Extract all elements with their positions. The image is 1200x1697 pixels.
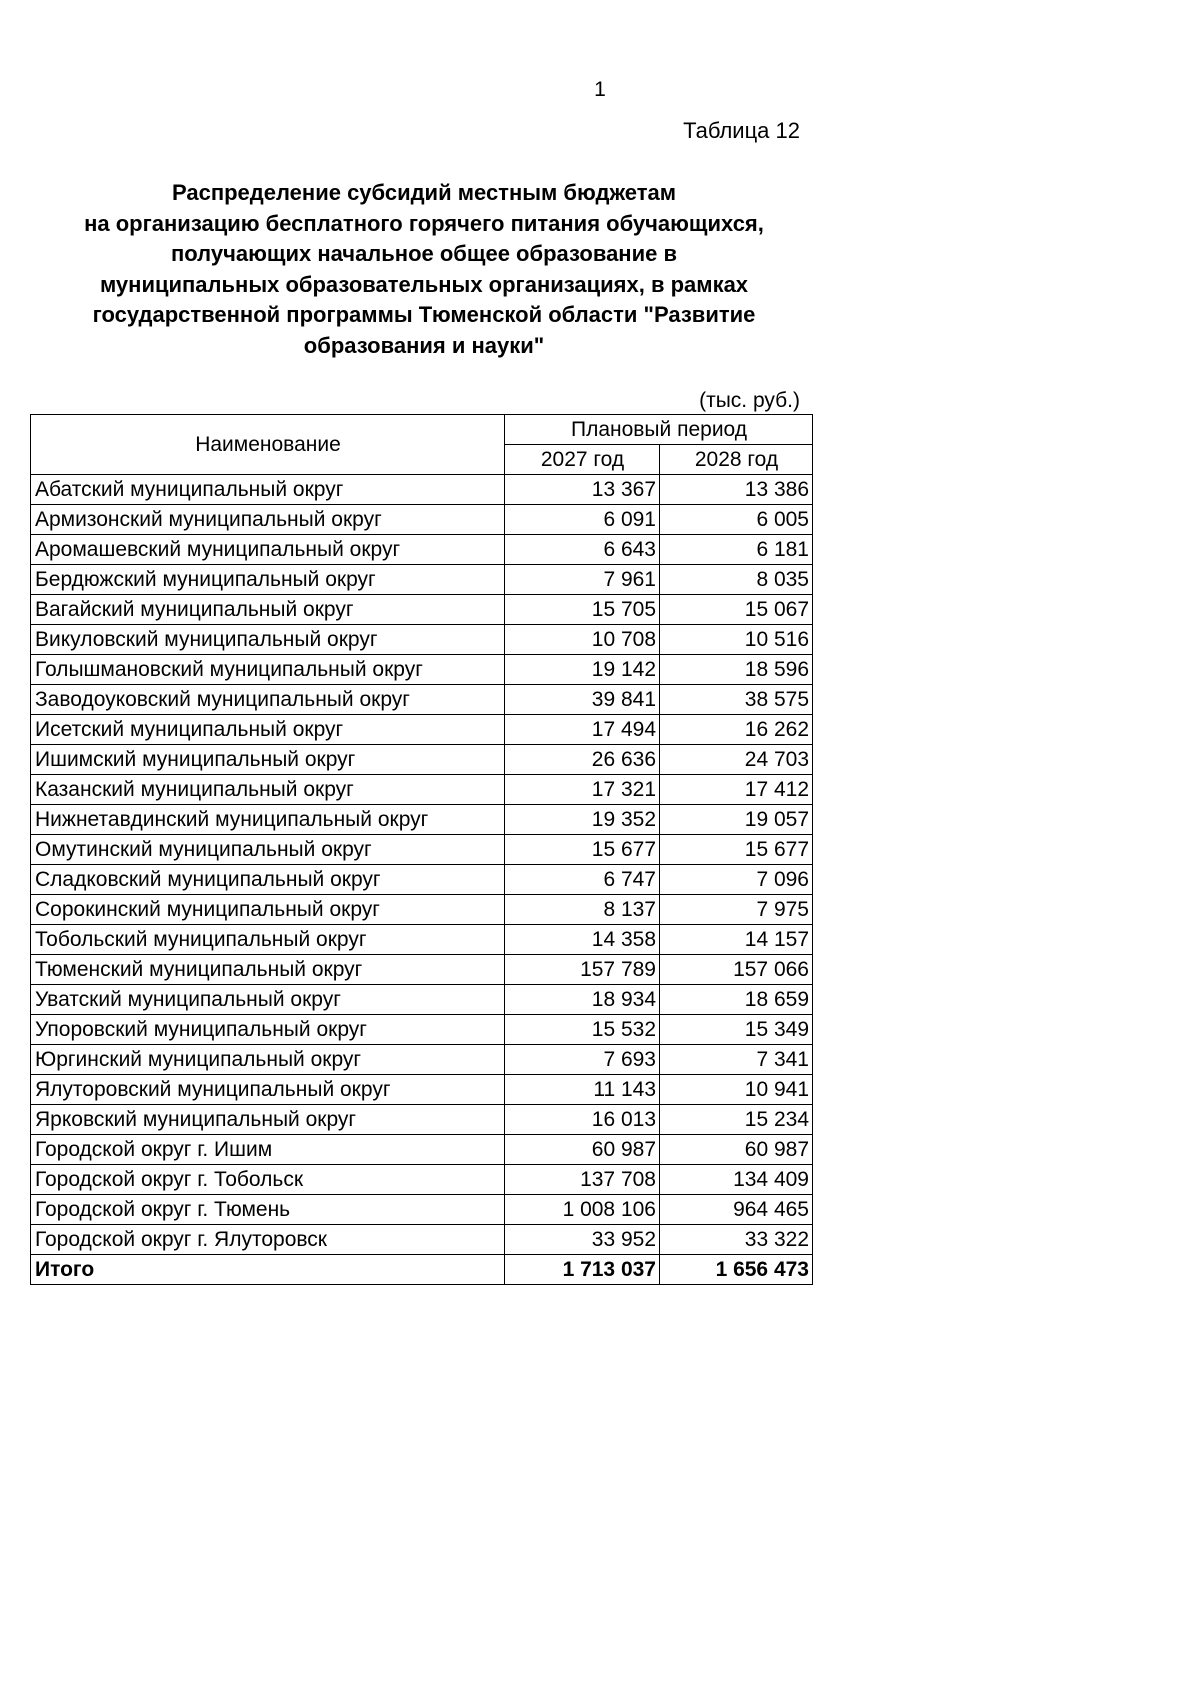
value-2027-cell: 6 747 — [505, 865, 660, 895]
municipality-name-cell: Упоровский муниципальный округ — [31, 1015, 505, 1045]
municipality-name-cell: Заводоуковский муниципальный округ — [31, 685, 505, 715]
municipality-name-cell: Ярковский муниципальный округ — [31, 1105, 505, 1135]
municipality-name-cell: Тобольский муниципальный округ — [31, 925, 505, 955]
municipality-name-cell: Казанский муниципальный округ — [31, 775, 505, 805]
value-2027-cell: 6 091 — [505, 505, 660, 535]
value-2028-cell: 10 516 — [660, 625, 813, 655]
municipality-name-cell: Городской округ г. Тюмень — [31, 1195, 505, 1225]
value-2027-cell: 15 532 — [505, 1015, 660, 1045]
table-row — [31, 985, 813, 1015]
value-2027-cell: 17 494 — [505, 715, 660, 745]
table-row — [31, 1135, 813, 1165]
table-row — [31, 1075, 813, 1105]
table-row — [31, 805, 813, 835]
value-2028-cell: 15 067 — [660, 595, 813, 625]
value-2027-cell: 13 367 — [505, 475, 660, 505]
value-2027-cell: 137 708 — [505, 1165, 660, 1195]
value-2027-cell: 14 358 — [505, 925, 660, 955]
value-2027-cell: 16 013 — [505, 1105, 660, 1135]
document-title — [30, 178, 818, 361]
table-row — [31, 595, 813, 625]
municipality-name-cell: Исетский муниципальный округ — [31, 715, 505, 745]
table-row — [31, 565, 813, 595]
value-2027-cell: 19 352 — [505, 805, 660, 835]
municipality-name-cell: Аромашевский муниципальный округ — [31, 535, 505, 565]
municipality-name-cell: Городской округ г. Тобольск — [31, 1165, 505, 1195]
header-year-2027: 2027 год — [505, 445, 660, 475]
table-row — [31, 775, 813, 805]
municipality-name-cell: Вагайский муниципальный округ — [31, 595, 505, 625]
table-row — [31, 925, 813, 955]
value-2027-cell: 10 708 — [505, 625, 660, 655]
value-2027-cell: 18 934 — [505, 985, 660, 1015]
municipality-name-cell: Нижнетавдинский муниципальный округ — [31, 805, 505, 835]
table-label: Таблица 12 — [683, 118, 800, 143]
table-row — [31, 1015, 813, 1045]
value-2028-cell: 10 941 — [660, 1075, 813, 1105]
municipality-name-cell: Ялуторовский муниципальный округ — [31, 1075, 505, 1105]
table-row — [31, 1165, 813, 1195]
table-row — [31, 955, 813, 985]
table-row — [31, 895, 813, 925]
table-row — [31, 535, 813, 565]
value-2028-cell: 16 262 — [660, 715, 813, 745]
municipality-name-cell: Городской округ г. Ишим — [31, 1135, 505, 1165]
table-header-row — [31, 415, 813, 445]
value-2027-cell: 1 008 106 — [505, 1195, 660, 1225]
value-2028-cell: 13 386 — [660, 475, 813, 505]
value-2028-cell: 15 349 — [660, 1015, 813, 1045]
value-2028-cell: 33 322 — [660, 1225, 813, 1255]
value-2027-cell: 19 142 — [505, 655, 660, 685]
municipality-name-cell: Абатский муниципальный округ — [31, 475, 505, 505]
value-2027-cell: 60 987 — [505, 1135, 660, 1165]
subsidy-table — [30, 414, 813, 1285]
table-row — [31, 475, 813, 505]
municipality-name-cell: Городской округ г. Ялуторовск — [31, 1225, 505, 1255]
table-row — [31, 1045, 813, 1075]
title-line: муниципальных образовательных организациях, в рамках — [99, 271, 749, 297]
header-year-2028: 2028 год — [660, 445, 813, 475]
value-2028-cell: 8 035 — [660, 565, 813, 595]
header-name: Наименование — [31, 415, 505, 475]
table-total-row — [31, 1255, 813, 1285]
table-row — [31, 655, 813, 685]
value-2027-cell: 7 961 — [505, 565, 660, 595]
value-2028-cell: 38 575 — [660, 685, 813, 715]
table-row — [31, 835, 813, 865]
units-label: (тыс. руб.) — [699, 389, 800, 412]
header-period: Плановый период — [505, 415, 813, 445]
table-row — [31, 505, 813, 535]
table-row — [31, 745, 813, 775]
value-2027-cell: 7 693 — [505, 1045, 660, 1075]
title-line: получающих начальное общее образование в — [170, 241, 677, 266]
value-2028-cell: 18 659 — [660, 985, 813, 1015]
table-row — [31, 1225, 813, 1255]
value-2028-cell: 15 677 — [660, 835, 813, 865]
municipality-name-cell: Сорокинский муниципальный округ — [31, 895, 505, 925]
municipality-name-cell: Уватский муниципальный округ — [31, 985, 505, 1015]
value-2028-cell: 134 409 — [660, 1165, 813, 1195]
table-row — [31, 685, 813, 715]
value-2028-cell: 14 157 — [660, 925, 813, 955]
value-2028-cell: 6 181 — [660, 535, 813, 565]
table-row — [31, 625, 813, 655]
value-2027-cell: 17 321 — [505, 775, 660, 805]
value-2028-cell: 6 005 — [660, 505, 813, 535]
table-row — [31, 715, 813, 745]
value-2028-cell: 18 596 — [660, 655, 813, 685]
municipality-name-cell: Бердюжский муниципальный округ — [31, 565, 505, 595]
value-2027-cell: 8 137 — [505, 895, 660, 925]
value-2028-cell: 17 412 — [660, 775, 813, 805]
value-2027-cell: 15 677 — [505, 835, 660, 865]
table-body — [31, 475, 813, 1285]
municipality-name-cell: Армизонский муниципальный округ — [31, 505, 505, 535]
title-line: Распределение субсидий местным бюджетам — [171, 180, 677, 205]
value-2028-cell: 7 975 — [660, 895, 813, 925]
municipality-name-cell: Омутинский муниципальный округ — [31, 835, 505, 865]
value-2028-cell: 1 656 473 — [660, 1255, 813, 1285]
value-2028-cell: 60 987 — [660, 1135, 813, 1165]
value-2028-cell: 964 465 — [660, 1195, 813, 1225]
value-2027-cell: 33 952 — [505, 1225, 660, 1255]
value-2027-cell: 11 143 — [505, 1075, 660, 1105]
municipality-name-cell: Ишимский муниципальный округ — [31, 745, 505, 775]
table-row — [31, 865, 813, 895]
page-number: 1 — [594, 78, 606, 101]
title-line: на организацию бесплатного горячего питания обучающихся, — [84, 210, 764, 236]
value-2027-cell: 39 841 — [505, 685, 660, 715]
table-row — [31, 1195, 813, 1225]
value-2028-cell: 19 057 — [660, 805, 813, 835]
municipality-name-cell: Голышмановский муниципальный округ — [31, 655, 505, 685]
value-2027-cell: 15 705 — [505, 595, 660, 625]
title-line: образования и науки" — [303, 332, 545, 358]
value-2028-cell: 7 341 — [660, 1045, 813, 1075]
value-2028-cell: 157 066 — [660, 955, 813, 985]
value-2028-cell: 7 096 — [660, 865, 813, 895]
title-line: государственной программы Тюменской области "Развитие — [92, 302, 756, 327]
municipality-name-cell: Юргинский муниципальный округ — [31, 1045, 505, 1075]
value-2027-cell: 157 789 — [505, 955, 660, 985]
table-row — [31, 1105, 813, 1135]
municipality-name-cell: Итого — [31, 1255, 505, 1285]
municipality-name-cell: Тюменский муниципальный округ — [31, 955, 505, 985]
value-2028-cell: 24 703 — [660, 745, 813, 775]
value-2027-cell: 26 636 — [505, 745, 660, 775]
value-2027-cell: 1 713 037 — [505, 1255, 660, 1285]
value-2027-cell: 6 643 — [505, 535, 660, 565]
municipality-name-cell: Викуловский муниципальный округ — [31, 625, 505, 655]
municipality-name-cell: Сладковский муниципальный округ — [31, 865, 505, 895]
value-2028-cell: 15 234 — [660, 1105, 813, 1135]
